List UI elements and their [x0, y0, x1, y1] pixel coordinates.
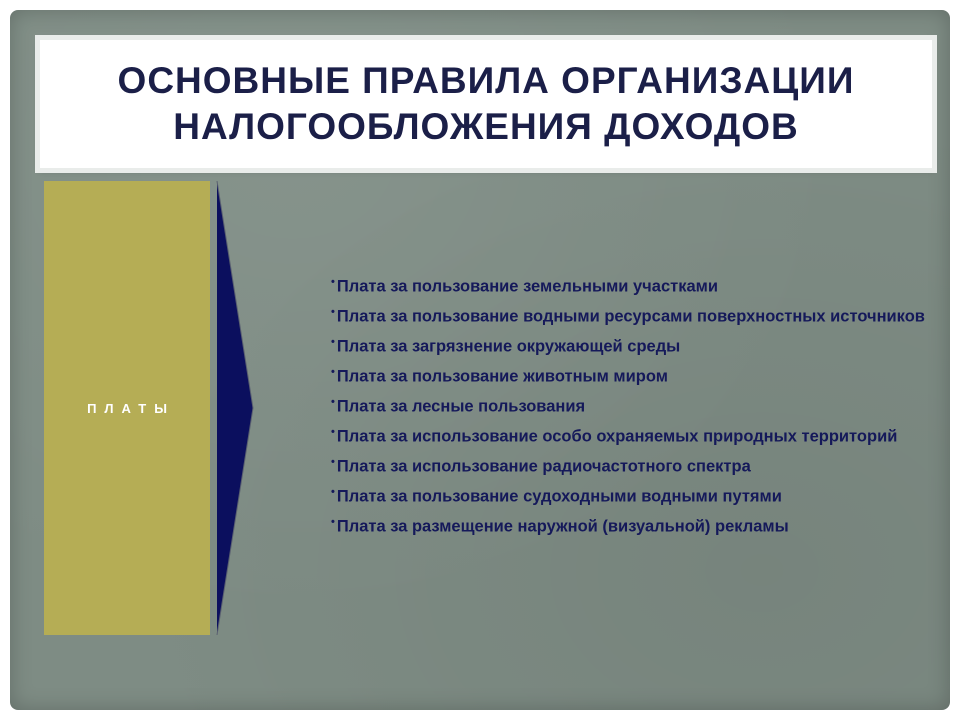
list-item: • Плата за использование радиочастотного спектра [295, 450, 945, 480]
chevron-right-icon [216, 181, 256, 635]
title-box [40, 40, 932, 168]
bullet-list [295, 270, 945, 540]
list-item: • Плата за пользование животным миром [295, 360, 945, 390]
slide-title: ОСНОВНЫЕ ПРАВИЛА ОРГАНИЗАЦИИ НАЛОГООБЛОЖЕНИЯ ДОХОДОВ [117, 60, 855, 147]
slide [10, 10, 950, 710]
list-item: • Плата за загрязнение окружающей среды [295, 330, 945, 360]
list-item: • Плата за размещение наружной (визуальной) рекламы [295, 510, 945, 540]
side-label: ПЛАТЫ [87, 400, 175, 416]
list-item: • Плата за лесные пользования [295, 390, 945, 420]
list-item: • Плата за пользование судоходными водными путями [295, 480, 945, 510]
list-item: • Плата за использование особо охраняемых природных территорий [295, 420, 945, 450]
list-item: • Плата за пользование земельными участками [295, 270, 945, 300]
side-panel [44, 181, 210, 635]
list-item: • Плата за пользование водными ресурсами поверхностных источников [295, 300, 945, 330]
